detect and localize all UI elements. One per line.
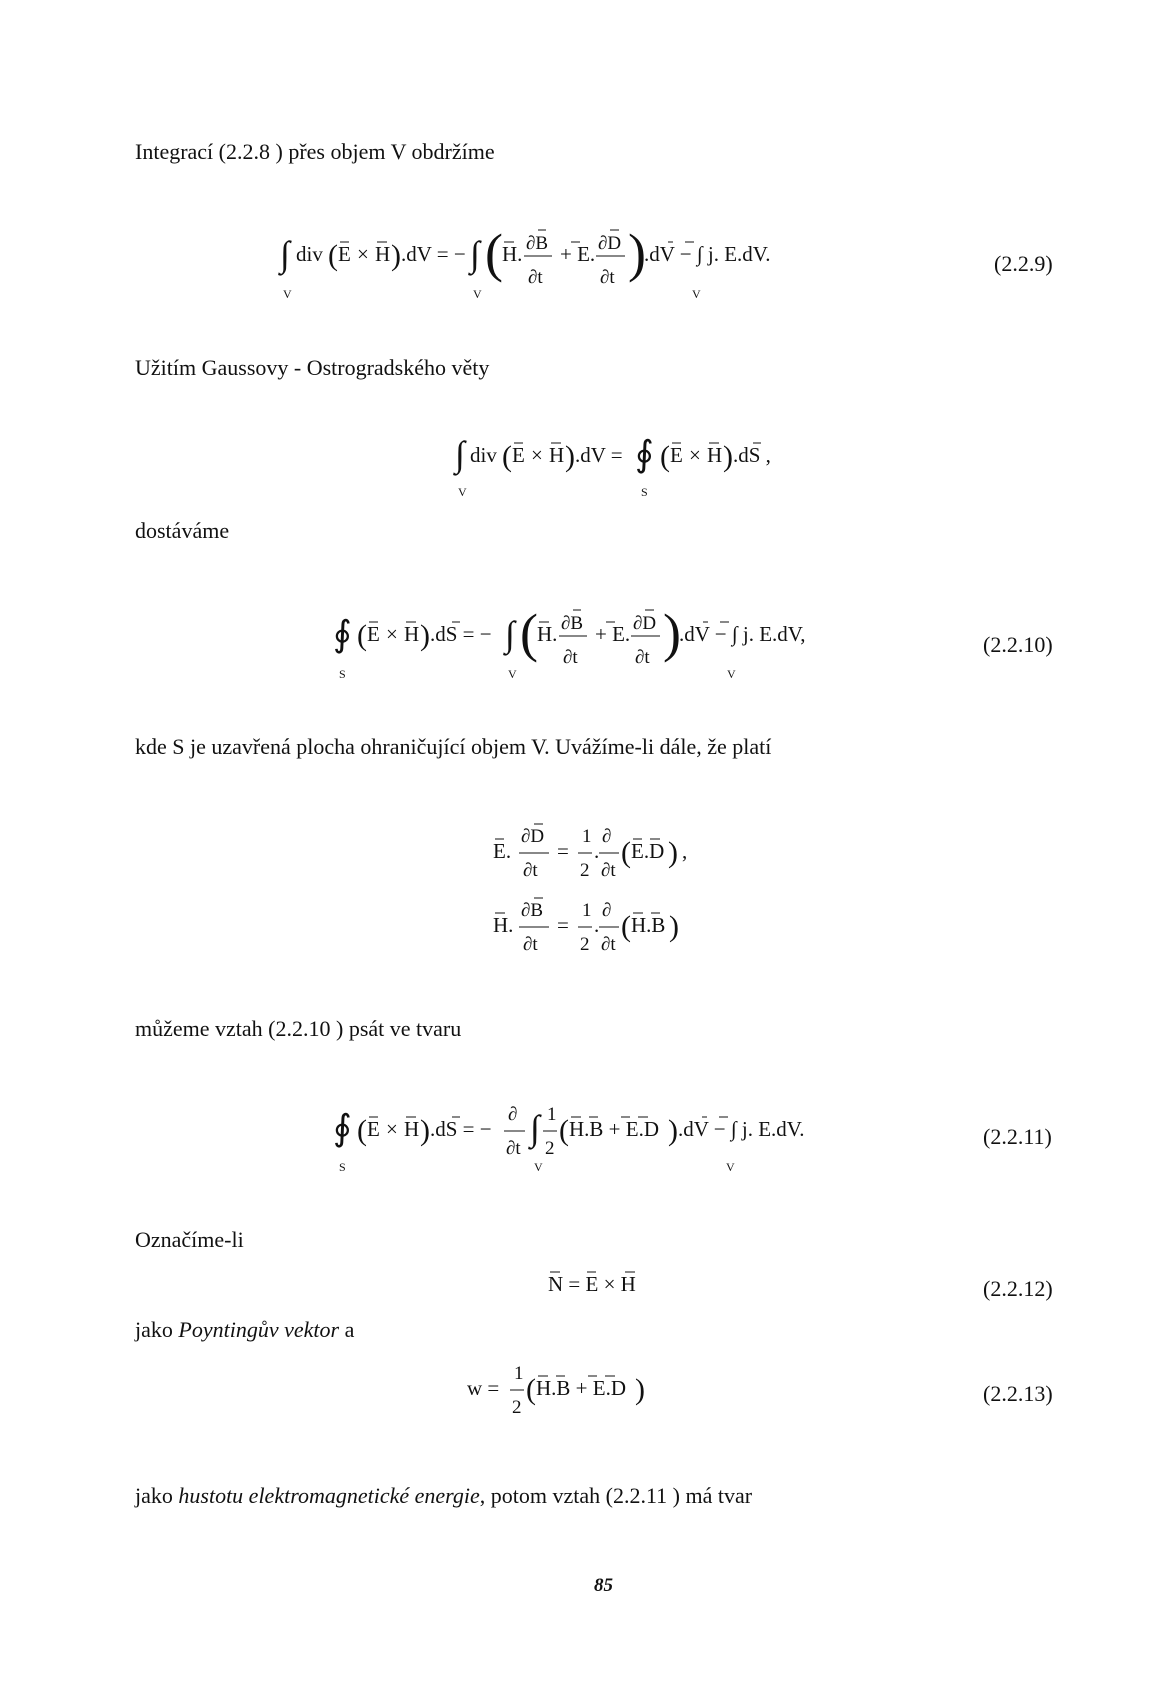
svg-text:E: E [512,443,525,467]
equation-number-2-2-11: (2.2.11) [983,1124,1052,1149]
svg-text:+ E.: + E. [560,242,596,266]
equation-identities [493,820,733,976]
svg-text:E: E [367,1117,380,1141]
term-energy-density: hustotu elektromagnetické energie [178,1483,480,1508]
paragraph-gauss: Užitím Gaussovy - Ostrogradského věty [135,355,490,380]
svg-text:∂t: ∂t [506,1138,521,1159]
svg-text:(: ( [357,1114,367,1147]
svg-text:div: div [296,242,323,266]
svg-text:∂B: ∂B [561,613,584,634]
svg-text:∂t: ∂t [601,934,616,955]
svg-text:): ) [635,1373,645,1406]
svg-text:∂t: ∂t [523,860,538,881]
svg-text:H.B + E.D: H.B + E.D [536,1376,627,1400]
svg-text:H.B + E.D: H.B + E.D [569,1117,660,1141]
svg-text:∂: ∂ [602,826,612,847]
svg-text:(: ( [559,1114,569,1147]
equation-2-2-10 [333,593,893,689]
svg-text:2: 2 [580,860,590,881]
svg-text:∂: ∂ [602,900,612,921]
paragraph-kde-s: kde S je uzavřená plocha ohraničující objem V. Uvážíme-li dále, že platí [135,734,772,759]
svg-text:.dS ,: .dS , [733,443,771,467]
paragraph-poynting [135,1319,354,1341]
paragraph-hustotu-post: , potom vztah (2.2.11 ) má tvar [479,1483,753,1508]
svg-text:,: , [682,839,688,863]
svg-text:(: ( [621,910,631,943]
svg-text:E.D: E.D [631,839,665,863]
svg-text:∂D: ∂D [633,613,657,634]
svg-text:div: div [470,443,497,467]
svg-text:S: S [641,485,648,499]
svg-text:.dV − ∫ j. E.dV.: .dV − ∫ j. E.dV. [644,242,771,266]
svg-text:1: 1 [514,1363,524,1384]
svg-text:E: E [367,622,380,646]
equation-2-2-13 [467,1355,687,1431]
paragraph-oznacime: Označíme-li [135,1227,244,1252]
svg-text:H: H [707,443,723,467]
svg-text:1: 1 [582,826,592,847]
svg-text:): ) [628,223,646,283]
svg-text:): ) [391,239,401,272]
svg-text:H: H [375,242,391,266]
svg-text:): ) [420,1114,430,1147]
svg-text:∂t: ∂t [528,267,543,288]
svg-text:): ) [420,619,430,652]
svg-text:V: V [508,667,517,681]
svg-text:.dV = −: .dV = − [401,242,466,266]
page-number: 85 [594,1575,613,1596]
svg-text:∂t: ∂t [635,647,650,668]
svg-text:.dV − ∫ j. E.dV,: .dV − ∫ j. E.dV, [679,622,806,646]
paragraph-hustotu [135,1485,752,1507]
svg-text:H.B: H.B [631,913,666,937]
svg-text:×: × [386,622,398,646]
svg-text:∫: ∫ [530,1108,540,1148]
svg-text:∮: ∮ [333,1108,352,1148]
equation-number-2-2-13: (2.2.13) [983,1381,1053,1406]
svg-text:): ) [668,1114,678,1147]
svg-text:.: . [594,839,600,863]
equation-2-2-11 [333,1095,893,1181]
svg-text:×: × [386,1117,398,1141]
svg-text:V: V [727,667,736,681]
svg-text:∂t: ∂t [523,934,538,955]
svg-text:2: 2 [512,1397,522,1418]
svg-text:V: V [283,287,292,301]
equation-number-2-2-10: (2.2.10) [983,632,1053,657]
svg-text:∂: ∂ [508,1104,518,1125]
svg-text:H.: H. [537,622,558,646]
svg-text:H.: H. [502,242,523,266]
equation-number-2-2-9: (2.2.9) [994,251,1053,276]
svg-text:1: 1 [547,1104,557,1125]
svg-text:E: E [338,242,351,266]
svg-text:=: = [557,913,569,937]
svg-text:∮: ∮ [333,614,352,654]
svg-text:V: V [458,485,467,499]
paragraph-integration: Integrací (2.2.8 ) přes objem V obdržíme [135,139,495,164]
svg-text:(: ( [520,603,538,663]
svg-text:): ) [668,836,678,869]
equation-gauss-ostrogradsky [455,430,815,506]
svg-text:(: ( [502,440,512,473]
svg-text:×: × [357,242,369,266]
svg-text:1: 1 [582,900,592,921]
svg-text:∂t: ∂t [601,860,616,881]
svg-text:H.: H. [493,913,514,937]
svg-text:H: H [549,443,565,467]
svg-text:E.: E. [493,839,512,863]
term-poynting-vector: Poyntingův vektor [178,1317,340,1342]
svg-text:V: V [726,1160,735,1174]
svg-text:): ) [669,910,679,943]
svg-text:(: ( [660,440,670,473]
svg-text:): ) [565,440,575,473]
svg-text:(: ( [357,619,367,652]
svg-text:∫: ∫ [455,434,465,474]
svg-text:.dS = −: .dS = − [430,622,492,646]
svg-text:=: = [557,839,569,863]
svg-text:V: V [692,287,701,301]
svg-text:∫: ∫ [470,234,480,274]
svg-text:V: V [473,287,482,301]
svg-text:): ) [663,603,681,663]
svg-text:.: . [594,913,600,937]
paragraph-poynting-post: a [339,1317,355,1342]
svg-text:.dV − ∫ j. E.dV.: .dV − ∫ j. E.dV. [678,1117,805,1141]
paragraph-poynting-pre: jako [135,1317,179,1342]
svg-text:2: 2 [545,1138,555,1159]
equation-number-2-2-12: (2.2.12) [983,1276,1053,1301]
svg-text:∂D: ∂D [521,826,545,847]
svg-text:S: S [339,667,346,681]
svg-text:N = E × H: N = E × H [548,1272,636,1296]
svg-text:∂t: ∂t [563,647,578,668]
svg-text:H: H [404,622,420,646]
svg-text:∂B: ∂B [521,900,544,921]
svg-text:(: ( [328,239,338,272]
svg-text:V: V [534,1160,543,1174]
equation-2-2-12 [548,1263,668,1309]
svg-text:S: S [339,1160,346,1174]
equation-2-2-9 [280,213,840,309]
svg-text:∮: ∮ [635,434,654,474]
svg-text:(: ( [621,836,631,869]
svg-text:2: 2 [580,934,590,955]
svg-text:H: H [404,1117,420,1141]
svg-text:∂B: ∂B [526,233,549,254]
svg-text:×: × [689,443,701,467]
svg-text:∫: ∫ [280,234,290,274]
svg-text:∂t: ∂t [600,267,615,288]
svg-text:E: E [670,443,683,467]
svg-text:∂D: ∂D [598,233,622,254]
svg-text:(: ( [485,223,503,283]
paragraph-muzeme: můžeme vztah (2.2.10 ) psát ve tvaru [135,1016,462,1041]
svg-text:): ) [723,440,733,473]
svg-text:.dS = −: .dS = − [430,1117,492,1141]
svg-text:(: ( [526,1373,536,1406]
svg-text:.dV =: .dV = [575,443,623,467]
paragraph-dostavame: dostáváme [135,518,230,543]
svg-text:w =: w = [467,1376,500,1400]
svg-text:+ E.: + E. [595,622,631,646]
svg-text:∫: ∫ [505,614,515,654]
svg-text:×: × [531,443,543,467]
paragraph-hustotu-pre: jako [135,1483,179,1508]
